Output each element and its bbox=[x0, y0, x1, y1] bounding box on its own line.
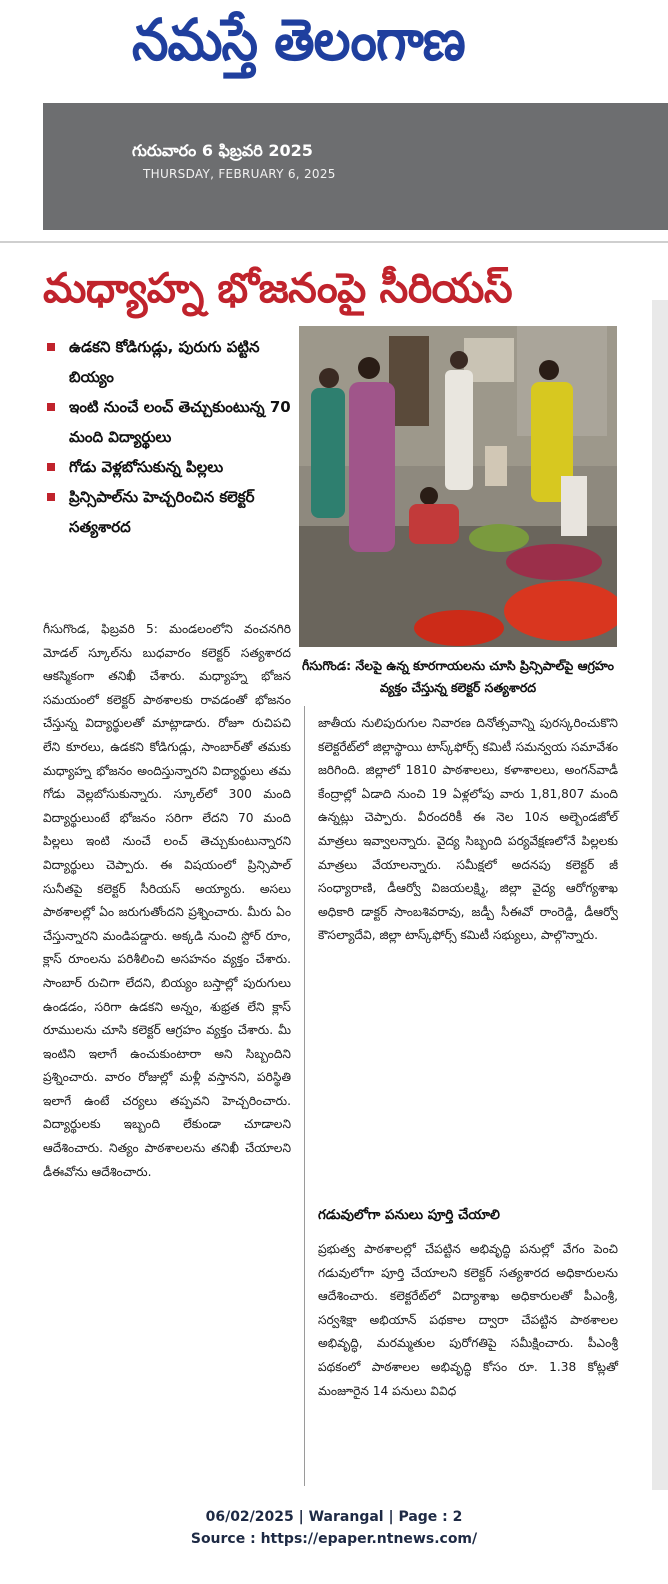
article-headline: మధ్యాహ్న భోజనంపై సీరియస్ bbox=[43, 264, 513, 312]
newspaper-logo: నమస్తే తెలంగాణ bbox=[132, 8, 465, 74]
highlight-item: ఇంటి నుంచే లంచ్ తెచ్చుకుంటున్న 70 మంది విద్యార్థులు bbox=[43, 392, 293, 452]
telugu-date: గురువారం 6 ఫిబ్రవరి 2025 bbox=[132, 141, 313, 160]
footer-source-link[interactable]: Source : https://epaper.ntnews.com/ bbox=[190, 1531, 478, 1547]
page-footer bbox=[0, 1506, 668, 1550]
news-photo bbox=[299, 326, 617, 647]
photo-caption: గీసుగొండ: నేలపై ఉన్న కూరగాయలను చూసి ప్రిన్సిపాల్‌పై ఆగ్రహం వ్యక్తం చేస్తున్న కలెక్టర్ సత్యశారద bbox=[301, 658, 614, 695]
masthead bbox=[0, 0, 668, 96]
highlight-item: ప్రిన్సిపాల్‌ను హెచ్చరించిన కలెక్టర్ సత్యశారద bbox=[43, 482, 293, 542]
footer-date-edition: 06/02/2025 | Warangal | Page : 2 bbox=[205, 1509, 463, 1525]
column-divider bbox=[304, 706, 305, 1486]
inspection-photo-illustration bbox=[299, 326, 617, 647]
adjacent-page-edge bbox=[652, 300, 668, 1490]
highlight-item: ఉడకని కోడిగుడ్లు, పురుగు పట్టిన బియ్యం bbox=[43, 332, 293, 392]
article-body-left: గీసుగొండ, ఫిబ్రవరి 5: మండలంలోని వంచనగిరి మోడల్ స్కూల్‌ను బుధవారం కలెక్టర్ సత్యశారద ఆకస్మికంగా తనిఖీ చేశారు. మధ్యాహ్న భోజన సమయంలో కలెక్టర్ పాఠశాలకు రావడంతో భోజనం చేస్తున్న విద్యార్థులతో మాట్లాడారు. రోజూ రుచిపచి లేని కూరలు, ఉడకని కోడిగుడ్లు, సాంబార్‌తో తమకు మధ్యాహ్న భోజనం అందిస్తున్నారని విద్యార్థులు తమ గోడు వెల్లబోసుకున్నారు. స్కూల్‌లో 300 మంది విద్యార్థులుంటే భోజనం సరిగా లేదని 70 మంది పిల్లలు ఇంటి నుంచే లంచ్ తెచ్చుకుంటున్నారని విద్యార్థులు చెప్పారు. ఈ విషయంలో ప్రిన్సిపాల్ సునీతపై కలెక్టర్ సీరియస్ అయ్యారు. అసలు పాఠశాలల్లో ఏం జరుగుతోందని ప్రశ్నించారు. మీరు ఏం చేస్తున్నారని మండిపడ్డారు. అక్కడి నుంచి స్టోర్ రూం, క్లాస్ రూంలను పరిశీలించి అసహనం వ్యక్తం చేశారు. సాంబార్ రుచిగా లేదని, బియ్యం బస్తాల్లో పురుగులు ఉండడం, సరిగా ఉడకని అన్నం, శుభ్రత లేని క్లాస్ రూములను చూసి కలెక్టర్ ఆగ్రహం వ్యక్తం చేశారు. మీ ఇంటిని ఇలాగే ఉంచుకుంటారా అని సిబ్బందిని ప్రశ్నించారు. వారం రోజుల్లో మళ్లీ వస్తానని, పరిస్థితి ఇలాగే ఉంటే చర్యలు తప్పవని హెచ్చరించారు. విద్యార్థులకు ఇబ్బంది లేకుండా చూడాలని ఆదేశించారు. నిత్యం పాఠశాలలను తనిఖీ చేయాలని డీఈవోను ఆదేశించారు. bbox=[43, 622, 291, 1179]
highlights-list bbox=[43, 332, 293, 542]
article-body-right-continued: ప్రభుత్వ పాఠశాలల్లో చేపట్టిన అభివృద్ధి పనుల్లో వేగం పెంచి గడువులోగా పూర్తి చేయాలని కలెక్టర్ సత్యశారద అధికారులను ఆదేశించారు. కలెక్టరేట్‌లో విద్యాశాఖ అధికారులతో పీఎంశ్రీ, సర్వశిక్షా అభియాన్ పథకాల ద్వారా చేపట్టిన పాఠశాలల అభివృద్ధి, మరమ్మతుల పురోగతిపై సమీక్షించారు. పీఎంశ్రీ పథకంలో పాఠశాలల అభివృద్ధి కోసం రూ. 1.38 కోట్లతో మంజూరైన 14 పనులు వివిధ bbox=[318, 1242, 618, 1398]
english-date: THURSDAY, FEBRUARY 6, 2025 bbox=[143, 167, 336, 181]
top-rule bbox=[0, 241, 668, 243]
article-subhead: గడువులోగా పనులు పూర్తి చేయాలి bbox=[318, 1207, 500, 1223]
highlight-item: గోడు వెళ్లబోసుకున్న పిల్లలు bbox=[43, 452, 293, 482]
date-band bbox=[43, 103, 668, 230]
article-body-right: జాతీయ నులిపురుగుల నివారణ దినోత్సవాన్ని పురస్కరించుకొని కలెక్టరేట్‌లో జిల్లాస్థాయి టాస్క్‌ఫోర్స్ కమిటీ సమన్వయ సమావేశం జరిగింది. జిల్లాలో 1810 పాఠశాలలు, కళాశాలలు, అంగన్‌వాడీ కేంద్రాల్లో ఏడాది నుంచి 19 ఏళ్లలోపు వారు 1,81,807 మంది ఉన్నట్లు చెప్పారు. వీరందరికీ ఈ నెల 10న అల్బెండజోల్ మాత్రలు ఇవ్వాలన్నారు. వైద్య సిబ్బంది పర్యవేక్షణలోనే పిల్లలకు మాత్రలు వేయాలన్నారు. సమీక్షలో అదనపు కలెక్టర్ జీ సంధ్యారాణి, డీఆర్వో విజయలక్ష్మి, జిల్లా వైద్య ఆరోగ్యశాఖ అధికారి డాక్టర్ సాంబశివరావు, జడ్పీ సీఈవో రాంరెడ్డి, డీఆర్వో కౌసల్యాదేవి, జిల్లా టాస్క్‌ఫోర్స్ కమిటీ సభ్యులు, పాల్గొన్నారు. bbox=[318, 716, 618, 943]
